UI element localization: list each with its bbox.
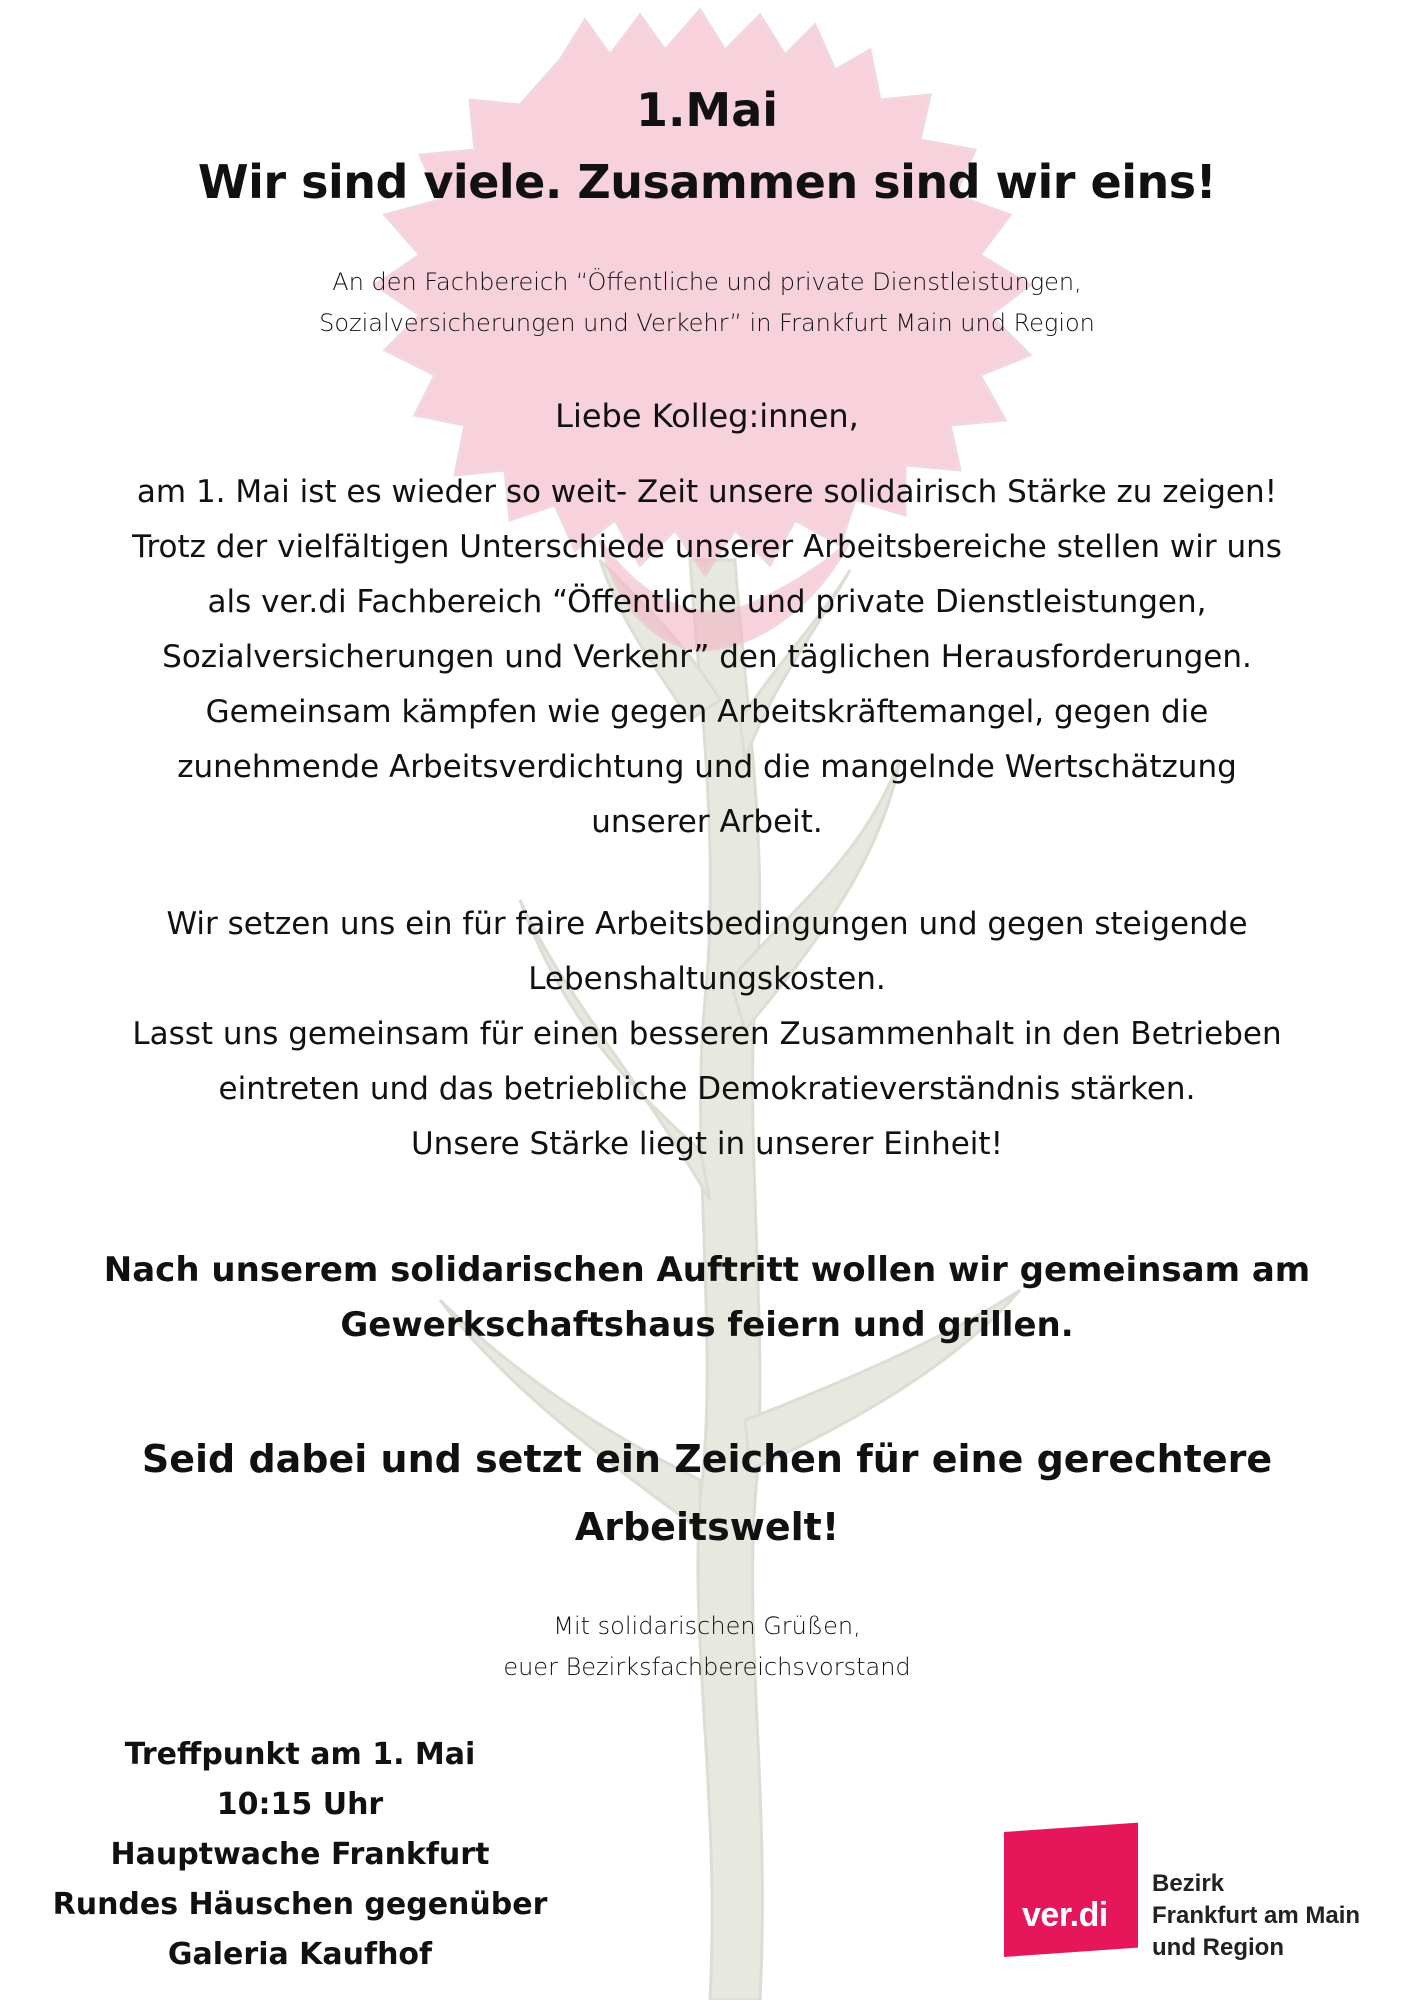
signature	[40, 1606, 1374, 1688]
logo-district-text	[1152, 1868, 1392, 1964]
paragraph-line: Lasst uns gemeinsam für einen besseren Zusammenhalt in den Betrieben	[132, 1016, 1282, 1052]
meeting-line: Galeria Kaufhof	[167, 1937, 433, 1972]
signature-line: euer Bezirksfachbereichsvorstand	[503, 1653, 911, 1681]
verdi-logo	[1004, 1832, 1384, 1961]
meeting-time: 10:15 Uhr	[216, 1787, 384, 1822]
paragraph-line: Unsere Stärke liegt in unserer Einheit!	[410, 1126, 1003, 1162]
meeting-line: Treffpunkt am 1. Mai	[124, 1737, 476, 1772]
paragraph-line: unserer Arbeit.	[591, 804, 823, 840]
paragraph-line: zunehmende Arbeitsverdichtung und die mangelnde Wertschätzung	[177, 749, 1237, 785]
paragraph-line: Trotz der vielfältigen Unterschiede unserer Arbeitsbereiche stellen wir uns	[132, 529, 1282, 565]
call-to-action	[40, 1425, 1374, 1561]
address-line: Sozialversicherungen und Verkehr” in Frankfurt Main und Region	[319, 309, 1095, 337]
page-title: 1.Mai	[635, 83, 779, 137]
paragraph-line: Wir setzen uns ein für faire Arbeitsbedingungen und gegen steigende	[166, 906, 1248, 942]
celebration-note	[40, 1243, 1374, 1353]
paragraph-line: Arbeitswelt!	[574, 1505, 840, 1549]
body-paragraph-2	[40, 897, 1374, 1172]
paragraph-line: am 1. Mai ist es wieder so weit- Zeit unsere solidairisch Stärke zu zeigen!	[136, 474, 1278, 510]
paragraph-line: Nach unserem solidarischen Auftritt wollen wir gemeinsam am	[103, 1250, 1311, 1290]
meeting-location: Hauptwache Frankfurt	[110, 1837, 490, 1872]
paragraph-line: als ver.di Fachbereich “Öffentliche und private Dienstleistungen,	[207, 584, 1207, 620]
greeting: Liebe Kolleg:innen,	[555, 397, 859, 435]
paragraph-line: eintreten und das betriebliche Demokratieverständnis stärken.	[218, 1071, 1196, 1107]
logo-red-square	[1004, 1823, 1138, 1957]
logo-wordmark: ver.di	[1022, 1896, 1108, 1934]
paragraph-line: Sozialversicherungen und Verkehr” den täglichen Herausforderungen.	[162, 639, 1252, 675]
logo-line: Frankfurt am Main	[1152, 1902, 1361, 1929]
logo-line: und Region	[1152, 1934, 1284, 1961]
paragraph-line: Gemeinsam kämpfen wie gegen Arbeitskräftemangel, gegen die	[205, 694, 1209, 730]
signature-line: Mit solidarischen Grüßen,	[553, 1612, 861, 1640]
address-line: An den Fachbereich “Öffentliche und private Dienstleistungen,	[332, 268, 1082, 296]
body-paragraph-1	[40, 465, 1374, 850]
paragraph-line: Lebenshaltungskosten.	[528, 961, 886, 997]
headline-slogan: Wir sind viele. Zusammen sind wir eins!	[197, 155, 1217, 209]
paragraph-line: Seid dabei und setzt ein Zeichen für eine gerechtere	[141, 1437, 1273, 1481]
recipient-address	[40, 262, 1374, 344]
meeting-point-info	[40, 1730, 560, 1980]
meeting-line: Rundes Häuschen gegenüber	[52, 1887, 548, 1922]
paragraph-line: Gewerkschaftshaus feiern und grillen.	[340, 1305, 1074, 1345]
logo-line: Bezirk	[1152, 1870, 1225, 1897]
